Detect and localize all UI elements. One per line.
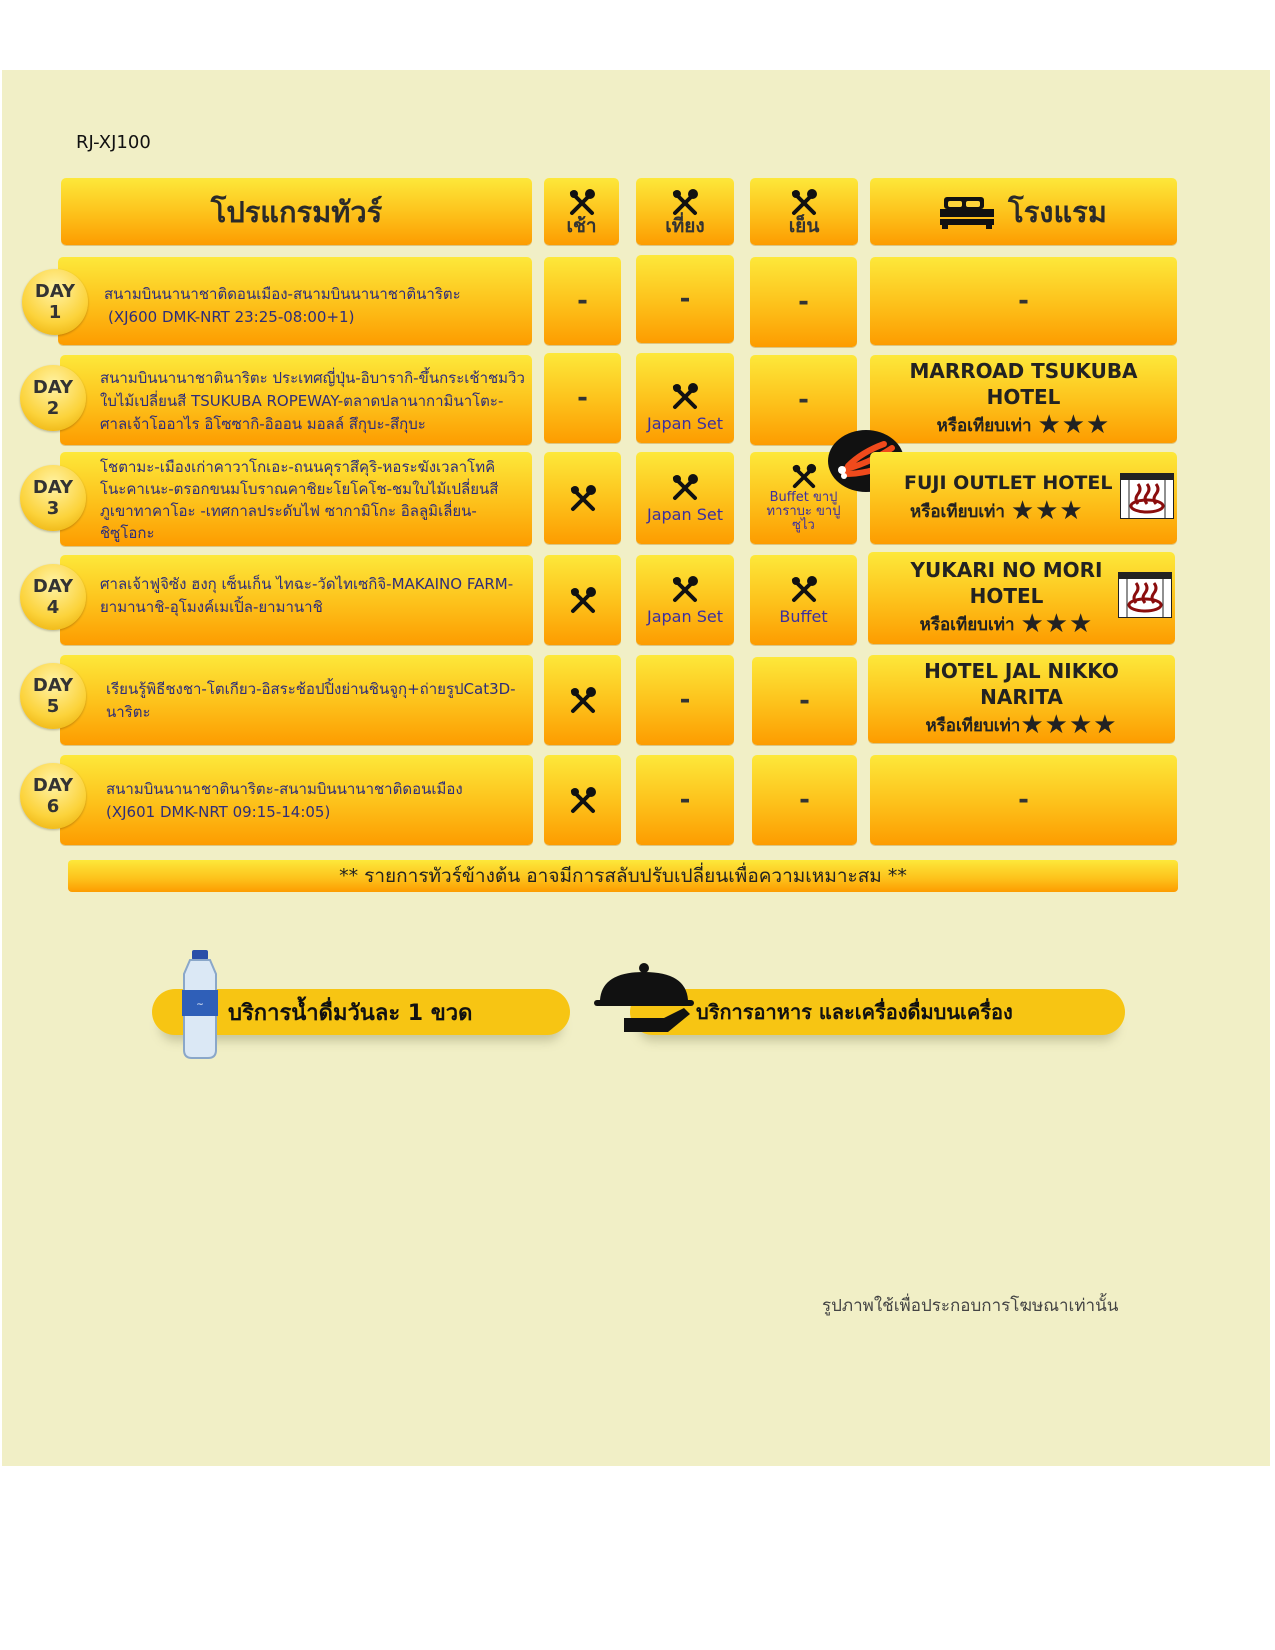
day4-badge: [20, 564, 86, 630]
serving-cloche-icon: [594, 962, 696, 1038]
onsen-icon: [1118, 572, 1172, 618]
cutlery-icon: [670, 188, 700, 216]
day5-program-line: เรียนรู้พิธีชงชา-โตเกียว-อิสระช้อปปิ้งย่านชินจูกุ+ถ่ายรูปCat3D-: [106, 680, 516, 698]
day5-breakfast: [544, 655, 621, 745]
day-label: DAY: [32, 775, 74, 796]
day6-dinner: [752, 755, 857, 845]
day2-breakfast: [544, 353, 621, 443]
header-hotel: [870, 178, 1177, 245]
day-label: DAY: [32, 377, 74, 398]
lunch-value: Japan Set: [647, 413, 723, 433]
hotel-name: YUKARI NO MORI HOTEL: [910, 558, 1103, 608]
water-bottle-icon: [172, 950, 232, 1060]
day5-badge: [20, 663, 86, 729]
cutlery-icon: [790, 463, 818, 489]
day1-dinner: [750, 257, 857, 347]
dinner-value: -: [799, 785, 810, 815]
day1-program-line: สนามบินนานาชาติดอนเมือง-สนามบินนานาชาตินาริตะ: [104, 285, 461, 303]
day6-breakfast: [544, 755, 621, 845]
day1-program-line: (XJ600 DMK-NRT 23:25-08:00+1): [108, 308, 355, 326]
svg-text:~: ~: [196, 1000, 204, 1010]
day2-program-line: สนามบินนานาชาตินาริตะ ประเทศญี่ปุ่น-อิบารากิ-ขึ้นกระเช้าชมวิว: [100, 368, 525, 387]
header-lunch-label: เที่ยง: [665, 214, 705, 237]
lunch-value: Japan Set: [647, 606, 723, 626]
header-breakfast-label: เช้า: [566, 214, 597, 237]
day-label: DAY: [32, 576, 74, 597]
day4-program: [60, 555, 533, 645]
hotel-equivalent: หรือเทียบเท่า: [910, 502, 1005, 522]
cutlery-icon: [568, 786, 598, 814]
image-disclaimer: รูปภาพใช้เพื่อประกอบการโฆษณาเท่านั้น: [822, 1296, 1119, 1316]
day3-program-line: โนะคาเนะ-ตรอกขนมโบราณคาชิยะโยโคโช-ชมใบไม้เปลี่ยนสี: [100, 480, 499, 498]
star-rating-icon: ★★★★: [1020, 710, 1118, 740]
header-program-label: โปรแกรมทัวร์: [210, 194, 383, 229]
day1-lunch: [636, 255, 734, 343]
dinner-value: Buffet: [779, 606, 828, 626]
star-rating-icon: ★★★: [1037, 410, 1111, 440]
day3-badge: [20, 465, 86, 531]
header-dinner-label: เย็น: [788, 214, 820, 237]
meal-service-banner: [630, 989, 1125, 1035]
program-code: RJ-XJ100: [76, 132, 151, 153]
header-hotel-label: โรงแรม: [1008, 194, 1107, 229]
day6-program-line: (XJ601 DMK-NRT 09:15-14:05): [106, 803, 331, 821]
day6-program-line: สนามบินนานาชาตินาริตะ-สนามบินนานาชาติดอนเมือง: [106, 780, 463, 798]
header-dinner: [750, 178, 858, 245]
day5-program-line: นาริตะ: [106, 703, 151, 721]
day6-program: [60, 755, 533, 845]
day5-dinner: [752, 657, 857, 745]
hotel-name: MARROAD TSUKUBA HOTEL: [909, 359, 1138, 409]
day4-program-line: ศาลเจ้าฟูจิซัง ฮงกุ เซ็นเก็น ไทฉะ-วัดไทเซกิจิ-MAKAINO FARM-: [100, 575, 514, 593]
onsen-icon: [1120, 473, 1174, 519]
lunch-value: Japan Set: [647, 504, 723, 524]
meal-service-label: บริการอาหาร และเครื่องดื่มบนเครื่อง: [696, 1000, 1013, 1024]
day3-program-line: ชิซูโอกะ: [100, 524, 155, 542]
day-number: 5: [46, 696, 60, 717]
cutlery-icon: [670, 382, 700, 410]
dinner-value: -: [798, 287, 809, 317]
day6-hotel: [870, 755, 1177, 845]
dinner-value: Buffet ขาปูทาราบะ ขาปูซูไว: [766, 490, 841, 533]
day6-badge: [20, 763, 86, 829]
day4-program-line: ยามานาชิ-อุโมงค์เมเปิ้ล-ยามานาชิ: [100, 598, 323, 616]
day5-program: [60, 655, 533, 745]
lunch-value: -: [679, 685, 691, 715]
cutlery-icon: [789, 188, 819, 216]
cutlery-icon: [670, 575, 700, 603]
day-number: 2: [46, 398, 60, 419]
day4-breakfast: [544, 555, 621, 645]
hotel-equivalent: หรือเทียบเท่า: [919, 615, 1015, 635]
day-label: DAY: [32, 675, 74, 696]
cutlery-icon: [568, 686, 598, 714]
day2-program-line: ใบไม้เปลี่ยนสี TSUKUBA ROPEWAY-ตลาดปลานากามินาโตะ-: [100, 391, 504, 410]
cutlery-icon: [568, 484, 598, 512]
hotel-equivalent: หรือเทียบเท่า: [936, 416, 1032, 436]
day3-program-line: ภูเขาทาคาโอะ -เทศกาลประดับไฟ ซากามิโกะ อิลลูมิเลี่ยน-: [100, 502, 477, 520]
cutlery-icon: [670, 473, 700, 501]
day-number: 1: [48, 302, 62, 323]
star-rating-icon: ★★★: [1020, 609, 1094, 639]
hotel-name: HOTEL JAL NIKKO NARITA: [924, 659, 1119, 709]
header-program: [61, 178, 532, 245]
day2-program-line: ศาลเจ้าโออาไร อิโซซากิ-อิออน มอลล์ สึกุบะ-สึกุบะ: [100, 414, 426, 433]
day3-program-line: โชตามะ-เมืองเก่าคาวาโกเอะ-ถนนคุราสึคุริ-หอระฆังเวลาโทคิ: [100, 458, 496, 476]
day5-hotel: [868, 655, 1175, 743]
day-number: 4: [46, 597, 60, 618]
day2-hotel: [870, 355, 1177, 443]
day2-program: [60, 355, 532, 445]
day-label: DAY: [34, 281, 76, 302]
schedule-change-note: ** รายการทัวร์ข้างต้น อาจมีการสลับปรับเปลี่ยนเพื่อความเหมาะสม **: [68, 860, 1178, 892]
day3-lunch: [636, 452, 734, 544]
day3-program: [60, 452, 532, 546]
hotel-name: FUJI OUTLET HOTEL: [904, 472, 1113, 494]
cutlery-icon: [568, 586, 598, 614]
hotel-value: -: [1018, 286, 1029, 316]
bed-icon: [940, 195, 994, 229]
header-lunch: [636, 178, 734, 245]
day6-lunch: [636, 755, 734, 845]
star-rating-icon: ★★★: [1010, 496, 1084, 526]
day4-dinner: [750, 555, 857, 645]
breakfast-value: -: [577, 383, 588, 413]
day2-lunch: [636, 353, 734, 443]
cutlery-icon: [567, 188, 597, 216]
day3-breakfast: [544, 452, 621, 544]
hotel-value: -: [1018, 785, 1029, 815]
header-breakfast: [544, 178, 619, 245]
day1-badge: [22, 269, 88, 335]
day-label: DAY: [32, 477, 74, 498]
day5-lunch: [636, 655, 734, 745]
hotel-equivalent: หรือเทียบเท่า: [925, 716, 1021, 736]
water-service-label: บริการน้ำดื่มวันละ 1 ขวด: [228, 1000, 473, 1026]
day1-hotel: [870, 257, 1177, 345]
day-number: 3: [46, 498, 60, 519]
day2-badge: [20, 365, 86, 431]
dinner-value: -: [799, 686, 810, 716]
day1-program: [58, 257, 532, 345]
day-number: 6: [46, 796, 60, 817]
cutlery-icon: [789, 575, 819, 603]
day1-breakfast: [544, 257, 621, 345]
lunch-value: -: [679, 284, 691, 314]
lunch-value: -: [679, 785, 691, 815]
dinner-value: -: [798, 385, 809, 415]
day4-lunch: [636, 555, 734, 645]
breakfast-value: -: [577, 286, 588, 316]
